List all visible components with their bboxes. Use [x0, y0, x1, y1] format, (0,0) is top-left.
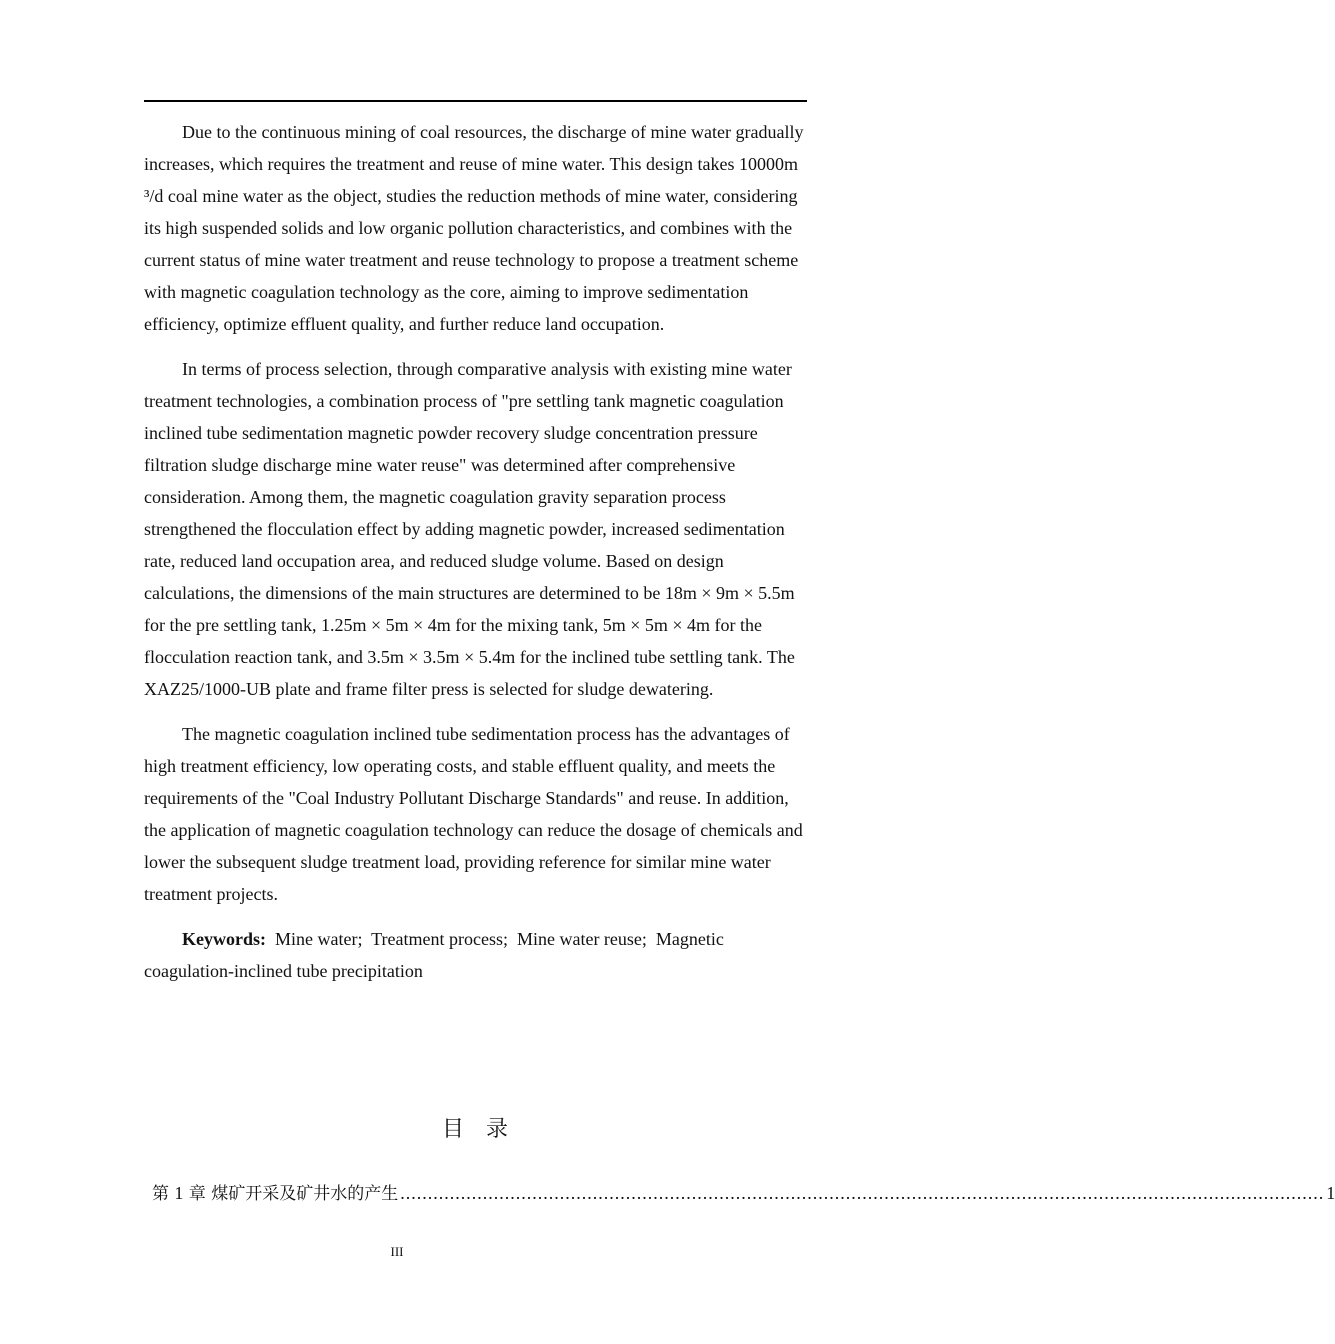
- toc-entry-chapter-1[interactable]: [152, 1180, 1335, 1207]
- keywords-label: Keywords:: [182, 929, 266, 949]
- toc-title: 目录: [441, 1117, 530, 1142]
- page-number: III: [390, 1244, 404, 1259]
- toc-entry-page: 1: [1326, 1183, 1335, 1203]
- toc-entry-label: [152, 1180, 398, 1207]
- toc-leader-dots: ........................................................................................................................................................................: [400, 1183, 1325, 1203]
- header-rule: [144, 100, 807, 102]
- keyword-2: Treatment process;: [371, 929, 508, 949]
- toc-chapter-suffix: 章: [188, 1184, 206, 1204]
- keyword-1: Mine water;: [275, 929, 363, 949]
- abstract-section: [144, 116, 807, 1000]
- abstract-paragraph-1: Due to the continuous mining of coal resources, the discharge of mine water gradually increases, which requires the treatment and reuse of mine water. This design takes 10000m ³/d coal mine water as the object, studies the reduction methods of mine water, considering its high suspended solids and low organic pollution characteristics, and combines with the current status of mine water treatment and reuse technology to propose a treatment scheme with magnetic coagulation technology as the core, aiming to improve sedimentation efficiency, optimize effluent quality, and further reduce land occupation.: [144, 122, 804, 334]
- keywords-line: [144, 923, 807, 987]
- abstract-paragraph-3: The magnetic coagulation inclined tube sedimentation process has the advantages of high treatment efficiency, low operating costs, and stable effluent quality, and meets the requirements of the "Coal Industry Pollutant Discharge Standards" and reuse. In addition, the application of magnetic coagulation technology can reduce the dosage of chemicals and lower the subsequent sludge treatment load, providing reference for similar mine water treatment projects.: [144, 724, 803, 904]
- toc-chapter-number: 1: [174, 1183, 184, 1203]
- keyword-4: Magnetic coagulation-inclined tube precipitation: [144, 929, 724, 981]
- toc-chapter-prefix: 第: [152, 1184, 169, 1204]
- keyword-3: Mine water reuse;: [516, 929, 647, 949]
- abstract-paragraph-2: In terms of process selection, through comparative analysis with existing mine water treatment technologies, a combination process of "pre settling tank magnetic coagulation inclined tube sedimentation magnetic powder recovery sludge concentration pressure filtration sludge discharge mine water reuse" was determined after comprehensive consideration. Among them, the magnetic coagulation gravity separation process strengthened the flocculation effect by adding magnetic powder, increased sedimentation rate, reduced land occupation area, and reduced sludge volume. Based on design calculations, the dimensions of the main structures are determined to be 18m × 9m × 5.5m for the pre settling tank, 1.25m × 5m × 4m for the mixing tank, 5m × 5m × 4m for the flocculation reaction tank, and 3.5m × 3.5m × 5.4m for the inclined tube settling tank. The XAZ25/1000-UB plate and frame filter press is selected for sludge dewatering.: [144, 359, 795, 699]
- toc-entry-title: 煤矿开采及矿井水的产生: [211, 1184, 399, 1204]
